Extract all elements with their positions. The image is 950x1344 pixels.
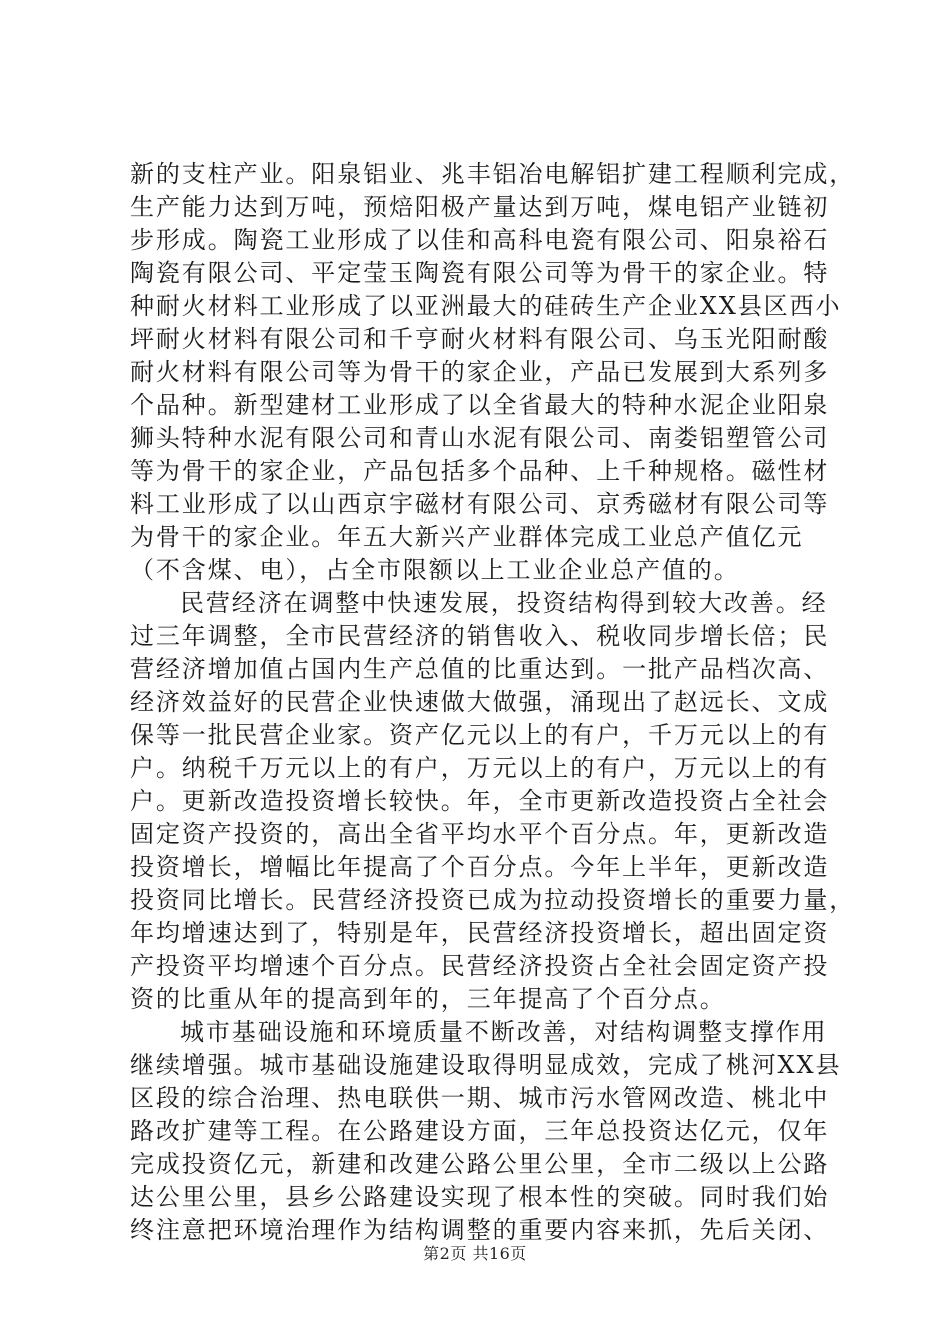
text-line: 等为骨干的家企业，产品包括多个品种、上千种规格。磁性材	[130, 457, 830, 485]
text-line: 过三年调整，全市民营经济的销售收入、税收同步增长倍；民	[130, 622, 830, 650]
text-line: 投资增长，增幅比年提高了个百分点。今年上半年，更新改造	[130, 853, 830, 881]
text-line: 步形成。陶瓷工业形成了以佳和高科电瓷有限公司、阳泉裕石	[130, 226, 830, 254]
text-line: 产投资平均增速个百分点。民营经济投资占全社会固定资产投	[130, 952, 830, 980]
text-line: 达公里公里，县乡公路建设实现了根本性的突破。同时我们始	[130, 1183, 830, 1211]
text-line: 经济效益好的民营企业快速做大做强，涌现出了赵远长、文成	[130, 688, 830, 716]
text-line: 生产能力达到万吨，预焙阳极产量达到万吨，煤电铝产业链初	[130, 193, 830, 221]
text-line: 年均增速达到了，特别是年，民营经济投资增长，超出固定资	[130, 919, 830, 947]
text-line: 完成投资亿元，新建和改建公路公里公里，全市二级以上公路	[130, 1150, 830, 1178]
text-line: 坪耐火材料有限公司和千亨耐火材料有限公司、乌玉光阳耐酸	[130, 325, 830, 353]
text-line: 户。纳税千万元以上的有户，万元以上的有户，万元以上的有	[130, 754, 830, 782]
text-line: 营经济增加值占国内生产总值的比重达到。一批产品档次高、	[130, 655, 830, 683]
text-line: 种耐火材料工业形成了以亚洲最大的硅砖生产企业XX县区西小	[130, 292, 842, 320]
text-line: （不含煤、电），占全市限额以上工业企业总产值的。	[130, 556, 740, 584]
body-text	[130, 158, 856, 1247]
text-line: 耐火材料有限公司等为骨干的家企业，产品已发展到大系列多	[130, 358, 830, 386]
text-line: 路改扩建等工程。在公路建设方面，三年总投资达亿元，仅年	[130, 1117, 830, 1145]
text-line: 新的支柱产业。阳泉铝业、兆丰铝冶电解铝扩建工程顺利完成，	[130, 160, 856, 188]
text-line: 终注意把环境治理作为结构调整的重要内容来抓，先后关闭、	[130, 1216, 830, 1244]
text-line: 保等一批民营企业家。资产亿元以上的有户，千万元以上的有	[130, 721, 830, 749]
text-line: 狮头特种水泥有限公司和青山水泥有限公司、南娄铝塑管公司	[130, 424, 830, 452]
page-number-footer: 第2页 共16页	[423, 1244, 527, 1263]
text-line: 区段的综合治理、热电联供一期、城市污水管网改造、桃北中	[130, 1084, 830, 1112]
text-line: 户。更新改造投资增长较快。年，全市更新改造投资占全社会	[130, 787, 830, 815]
text-line: 固定资产投资的，高出全省平均水平个百分点。年，更新改造	[130, 820, 830, 848]
text-line: 资的比重从年的提高到年的，三年提高了个百分点。	[130, 985, 726, 1013]
text-line: 投资同比增长。民营经济投资已成为拉动投资增长的重要力量，	[130, 886, 856, 914]
text-line: 陶瓷有限公司、平定莹玉陶瓷有限公司等为骨干的家企业。特	[130, 259, 830, 287]
text-line: 个品种。新型建材工业形成了以全省最大的特种水泥企业阳泉	[130, 391, 830, 419]
text-line: 料工业形成了以山西京宇磁材有限公司、京秀磁材有限公司等	[130, 490, 830, 518]
text-line: 继续增强。城市基础设施建设取得明显成效，完成了桃河XX县	[130, 1051, 842, 1079]
paragraph-start-line: 民营经济在调整中快速发展，投资结构得到较大改善。经	[180, 589, 828, 617]
paragraph-start-line: 城市基础设施和环境质量不断改善，对结构调整支撑作用	[180, 1018, 828, 1046]
text-line: 为骨干的家企业。年五大新兴产业群体完成工业总产值亿元	[130, 523, 804, 551]
